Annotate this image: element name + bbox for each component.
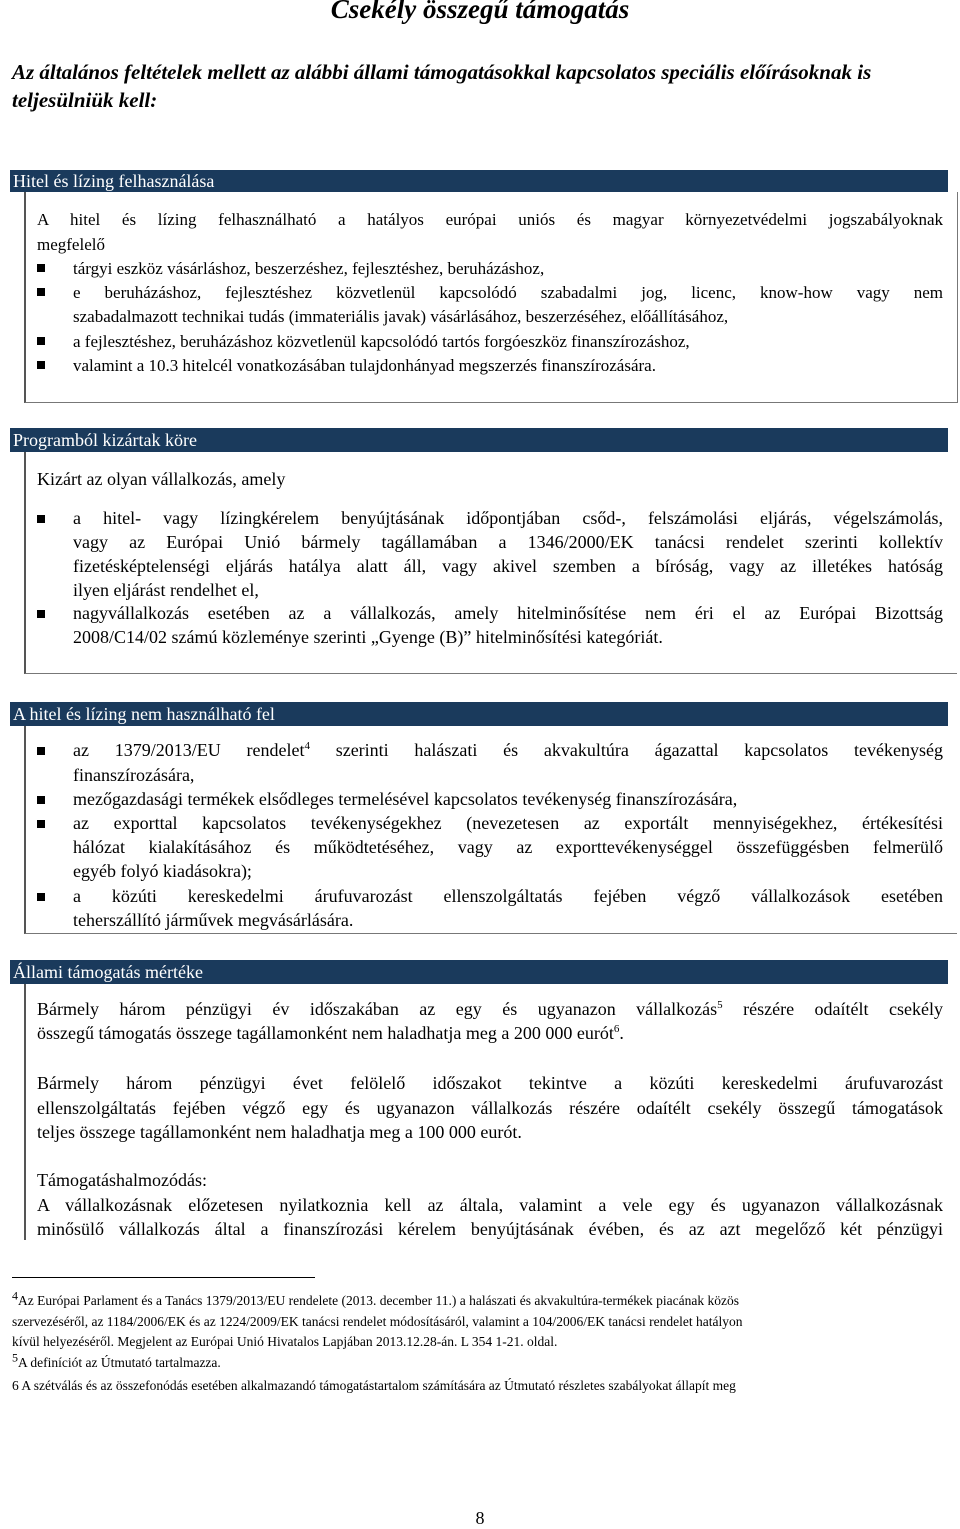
section4-p2-line2: ellenszolgáltatás fejében végző egy és ugyanazon vállalkozás részére odaítélt csekély összegű támogatások [37,1098,943,1118]
bullet-square-icon [37,610,45,618]
section4-p1-post: részére odaítélt csekély [722,999,943,1019]
section3-bullet-1-line1 [73,738,943,763]
section2-lead: Kizárt az olyan vállalkozás, amely [37,469,286,489]
section3-bullet-3-line1: az exporttal kapcsolatos tevékenységekhez (nevezetesen az exportált mennyiségekhez, értékesítési [73,813,943,833]
footnote-4-text: Az Európai Parlament és a Tanács 1379/2013/EU rendelete (2013. december 11.) a halászati és akvakultúra-termékek piacának közös [18,1293,740,1308]
footnote-5-text: A definíciót az Útmutató tartalmazza. [18,1355,221,1370]
section3-bullet-1-post: szerinti halászati és akvakultúra ágazattal kapcsolatos tevékenység [309,740,943,760]
page-number: 8 [475,1508,485,1528]
section-header-nem-hasznalhato [10,702,948,726]
intro-text: Az általános feltételek mellett az alábbi állami támogatásokkal kapcsolatos speciális előírásoknak is teljesülniük kell: [12,60,872,112]
bullet-square-icon [37,288,45,296]
section2-bullet-2-line2: 2008/C14/02 számú közleménye szerinti „Gyenge (B)” hitelminősítési kategóriát. [73,627,663,647]
section4-p3-label: Támogatáshalmozódás: [37,1170,207,1190]
bullet-square-icon [37,747,45,755]
section4-p3-line2: minősülő vállalkozás által a finanszírozási kérelem benyújtásának évében, és az azt megelőző két pénzügyi [37,1219,943,1239]
section1-lead-line2: megfelelő [37,235,105,254]
section2-bullet-1-line1: a hitel- vagy lízingkérelem benyújtásának időpontjában csőd-, felszámolási eljárás, végelszámolás, [73,508,943,528]
section2-bullet-2-line1: nagyvállalkozás esetében az a vállalkozás, amely hitelminősítése nem éri el az Európai Bizottság [73,603,943,623]
bullet-square-icon [37,515,45,523]
footnote-4-number: 4 [12,1288,18,1303]
footnote-ref-4: 4 [304,740,310,752]
footnote-separator [12,1277,315,1278]
bullet-square-icon [37,264,45,272]
section4-p2-line3: teljes összege tagállamonként nem haladhatja meg a 100 000 eurót. [37,1122,522,1142]
section4-p1-line2-post: . [619,1023,624,1043]
section-header-label: A hitel és lízing nem használható fel [13,704,275,724]
section3-bullet-3-line2: hálózat kialakításához és működtetéséhez, vagy az exporttevékenységgel összefüggésben felmerülő [73,837,943,857]
footnote-4-line3: kívül helyezéséről. Megjelent az Európai Unió Hivatalos Lapjában 2013.12.28-án. L 354 1-21. oldal. [12,1334,558,1349]
section4-p3-line1: A vállalkozásnak előzetesen nyilatkoznia kell az általa, valamint a vele egy és ugyanazon vállalkozásnak [37,1195,943,1215]
footnote-6: 6 A szétválás és az összefonódás esetében alkalmazandó támogatástartalom számítására az Útmutató részletes szabályokat állapít meg [12,1378,736,1393]
section3-bullet-3-line3: egyéb folyó kiadásokra); [73,861,252,881]
section1-bullet-1: tárgyi eszköz vásárláshoz, beszerzéshez, fejlesztéshez, beruházáshoz, [73,259,545,278]
section4-p1-line2 [37,1021,943,1046]
section-header-label: Állami támogatás mértéke [13,962,203,982]
footnote-5 [12,1350,942,1373]
footnote-ref-6: 6 [613,1023,620,1035]
section1-bullet-4: valamint a 10.3 hitelcél vonatkozásában tulajdonhányad megszerzés finanszírozására. [73,356,656,375]
section3-bullet-2: mezőgazdasági termékek elsődleges termelésével kapcsolatos tevékenység finanszírozására, [73,789,738,809]
section2-bullet-1-line2: vagy az Európai Unió bármely tagállamában a 1346/2000/EK tanácsi rendelet szerinti kollektív [73,532,943,552]
section3-bullet-1-line2: finanszírozására, [73,765,195,785]
section4-p1-pre: Bármely három pénzügyi év időszakában az egy és ugyanazon vállalkozás [37,999,718,1019]
section-header-tamogatas-merteke [10,960,948,984]
section2-bullet-1-line3: fizetésképtelenségi eljárás hatálya alatt áll, vagy akivel szemben a bíróság, vagy az illetékes hatóság [73,556,943,576]
section3-bullet-4-line2: teherszállító járművek megvásárlására. [73,910,354,930]
footnote-4-line1 [12,1288,942,1311]
page-title: Csekély összegű támogatás [330,0,630,24]
section3-bullet-1-pre: az 1379/2013/EU rendelet [73,740,305,760]
bullet-square-icon [37,820,45,828]
section1-lead-line1: A hitel és lízing felhasználható a hatályos európai uniós és magyar környezetvédelmi jogszabályoknak [37,210,943,229]
bullet-square-icon [37,361,45,369]
section3-bullet-4-line1: a közúti kereskedelmi árufuvarozást ellenszolgáltatás fejében végző vállalkozások esetében [73,886,943,906]
footnote-4-line2: szervezéséről, az 1184/2006/EK és az 1224/2009/EK tanácsi rendelet módosításáról, valamint a 104/2006/EK tanácsi rendelet hatályon [12,1314,743,1329]
section1-bullet-3: a fejlesztéshez, beruházáshoz közvetlenül kapcsolódó tartós forgóeszköz finanszírozáshoz, [73,332,690,351]
section2-bullet-1-line4: ilyen eljárást rendelhet el, [73,580,259,600]
footnote-5-number: 5 [12,1350,18,1365]
section4-p2-line1: Bármely három pénzügyi évet felölelő időszakot tekintve a közúti kereskedelmi árufuvarozást [37,1073,943,1093]
section-header-label: Hitel és lízing felhasználása [13,171,215,191]
section1-bullet-2-line1: e beruházáshoz, fejlesztéshez közvetlenül kapcsolódó szabadalmi jog, licenc, know-how vagy nem [73,283,943,302]
section1-bullet-2-line2: szabadalmazott technikai tudás (immateriális javak) vásárlásához, beszerzéséhez, előállításához, [73,307,729,326]
footnote-ref-5: 5 [717,999,723,1011]
section-header-hitel-lizing [10,170,948,192]
section4-p1-line2-pre: összegű támogatás összege tagállamonként nem haladhatja meg a 200 000 eurót [37,1023,614,1043]
section-header-kizartak [10,428,948,452]
section-header-label: Programból kizártak köre [13,430,197,450]
bullet-square-icon [37,337,45,345]
section4-p1-line1 [37,997,943,1022]
bullet-square-icon [37,796,45,804]
bullet-square-icon [37,893,45,901]
